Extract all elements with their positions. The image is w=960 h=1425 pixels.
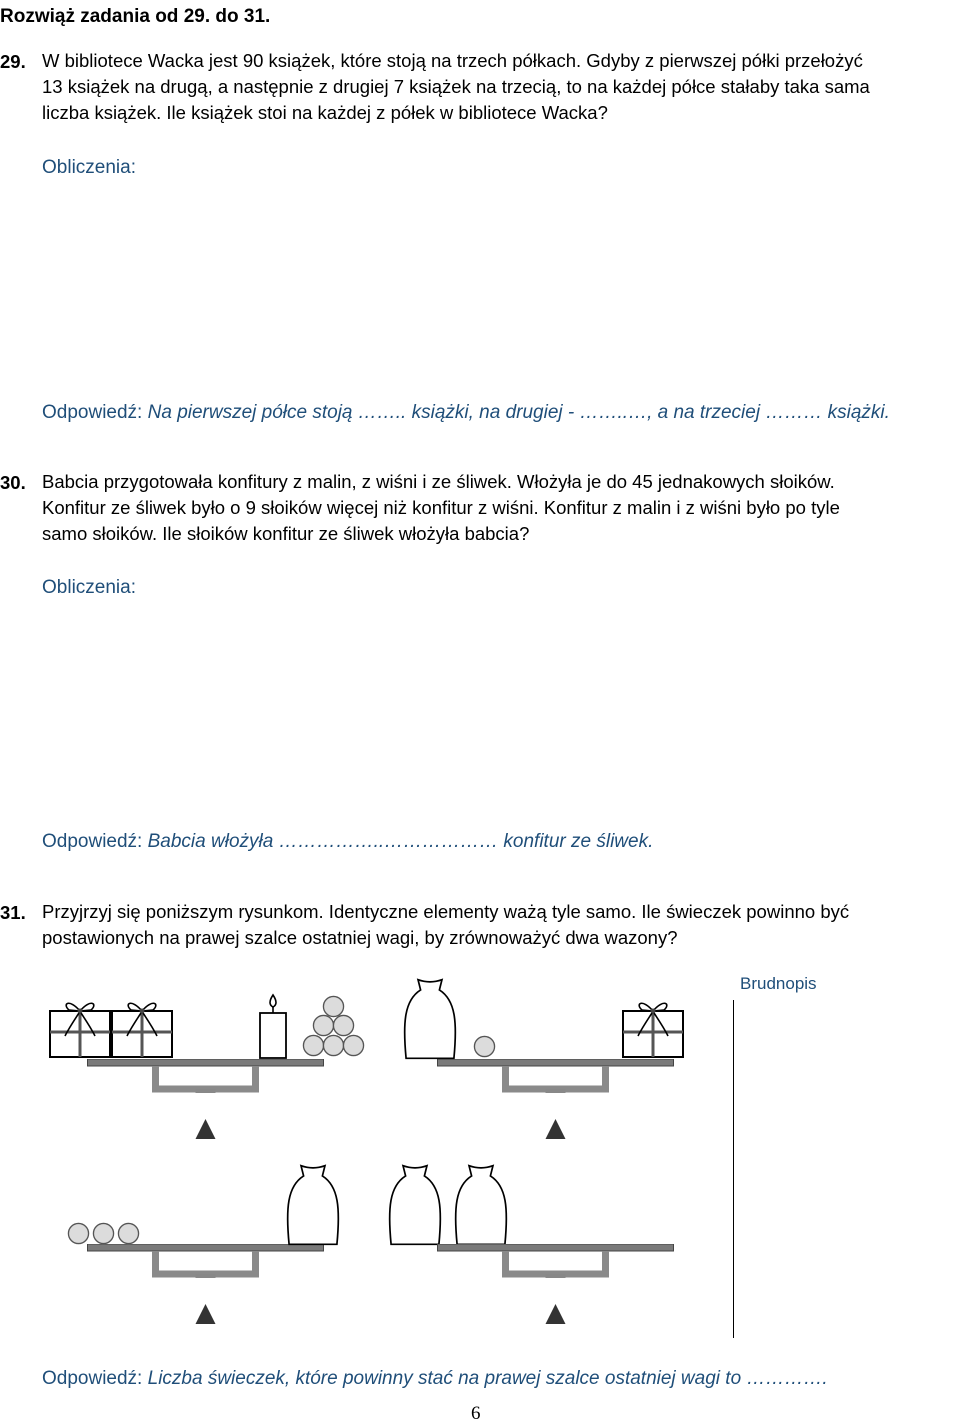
- balance-scale-4: [438, 1244, 674, 1324]
- ball-icon: [313, 1015, 333, 1035]
- balance-scale-icon: [88, 1244, 324, 1324]
- task-31-number: 31.: [0, 902, 26, 923]
- task-29-answer-text: Na pierwszej półce stoją …….. książki, na drugiej - ……..…, a na trzeciej ……… książki.: [147, 402, 890, 423]
- vase-icon: [288, 1166, 339, 1245]
- task-30-calc-label: Obliczenia:: [42, 577, 136, 598]
- task-29-line-3: liczba książek. Ile książek stoi na każdej z półek w bibliotece Wacka?: [42, 102, 608, 123]
- ball-icon: [323, 1035, 343, 1055]
- task-31-line-1: Przyjrzyj się poniższym rysunkom. Identyczne elementy ważą tyle samo. Ile świeczek powinno być: [42, 901, 850, 922]
- gift-icon: [623, 1003, 683, 1057]
- gift-icon: [112, 1003, 172, 1057]
- task-31-line-2: postawionych na prawej szalce ostatniej wagi, by zrównoważyć dwa wazony?: [42, 927, 678, 948]
- task-30-answer-text: Babcia włożyła ……………..……………… konfitur ze śliwek.: [147, 831, 654, 852]
- ball-icon: [68, 1223, 88, 1243]
- task-31-answer-text: Liczba świeczek, które powinny stać na prawej szalce ostatniej wagi to ………….: [147, 1368, 828, 1389]
- task-30-line-3: samo słoików. Ile słoików konfitur ze śliwek włożyła babcia?: [42, 523, 530, 544]
- vase-icon: [456, 1166, 507, 1245]
- candle-icon: [260, 995, 286, 1058]
- ball-icon: [93, 1223, 113, 1243]
- task-29-line-1: W bibliotece Wacka jest 90 książek, które stoją na trzech półkach. Gdyby z pierwszej półki przełożyć: [42, 50, 863, 71]
- ball-icon: [333, 1015, 353, 1035]
- ball-icon: [323, 996, 343, 1016]
- vase-icon: [405, 980, 456, 1059]
- task-29-line-2: 13 książek na drugą, a następnie z drugiej 7 książek na trzecią, to na każdej półce stałaby taka sama: [42, 76, 870, 97]
- page-number: 6: [471, 1403, 481, 1424]
- task-29-calc-label: Obliczenia:: [42, 157, 136, 178]
- balance-scale-icon: [438, 1244, 674, 1324]
- balance-scale-2: [405, 980, 683, 1139]
- balance-scale-icon: [88, 1059, 324, 1139]
- task-31-answer: [42, 1368, 828, 1390]
- scratch-area-label: Brudnopis: [740, 974, 817, 993]
- ball-icon: [474, 1036, 494, 1056]
- task-30-line-2: Konfitur ze śliwek było o 9 słoików więcej niż konfitur z wiśni. Konfitur z malin i z wiśni było po tyle: [42, 497, 840, 518]
- task-30-answer-label: Odpowiedź:: [42, 831, 143, 852]
- task-30-line-1: Babcia przygotowała konfitury z malin, z wiśni i ze śliwek. Włożyła je do 45 jednakowych słoików.: [42, 471, 835, 492]
- balance-scale-1: [50, 995, 364, 1139]
- task-31-answer-label: Odpowiedź:: [42, 1368, 143, 1389]
- vase-icon: [390, 1166, 441, 1245]
- task-30-number: 30.: [0, 472, 26, 493]
- ball-icon: [343, 1035, 363, 1055]
- ball-icon: [303, 1035, 323, 1055]
- ball-icon: [118, 1223, 138, 1243]
- page-header-title: Rozwiąż zadania od 29. do 31.: [0, 6, 271, 27]
- task-29-answer-label: Odpowiedź:: [42, 402, 143, 423]
- balance-scale-icon: [438, 1059, 674, 1139]
- task-29-number: 29.: [0, 51, 26, 72]
- gift-icon: [50, 1003, 110, 1057]
